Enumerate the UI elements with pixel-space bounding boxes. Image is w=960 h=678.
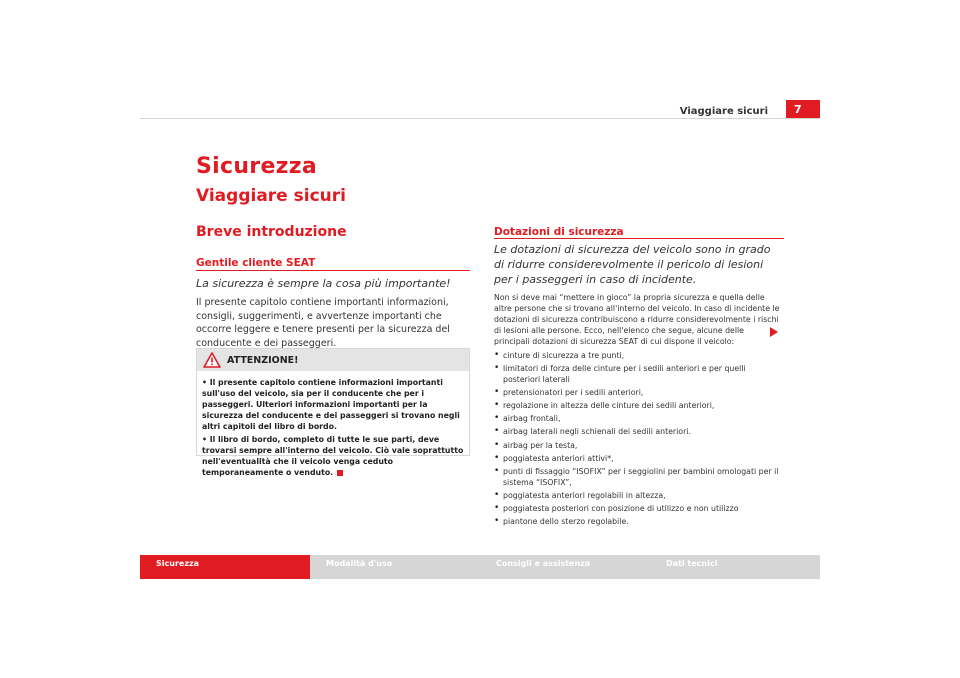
footer-tab-dati-tecnici[interactable]: Dati tecnici [666,559,718,568]
list-item: • poggiatesta posteriori con posizione di utilizzo e non utilizzo [494,503,784,514]
header-divider [140,118,820,119]
next-page-arrow-icon[interactable] [770,327,778,337]
right-lead-text: Le dotazioni di sicurezza del veicolo sono in grado di ridurre considerevolmente il pericolo di lesioni per i passeggeri in caso di incidente. [494,243,771,286]
left-lead-text: La sicurezza è sempre la cosa più importante! [196,277,451,290]
warning-header [197,349,469,371]
left-subheading-rule [196,270,470,271]
warning-item: • Il libro di bordo, completo di tutte le sue parti, deve trovarsi sempre all'interno del veicolo. Ciò vale soprattutto nell'eventualità che il veicolo venga ceduto temporaneamente o venduto. [202,435,464,477]
warning-body [202,377,468,480]
list-item: • airbag laterali negli schienali dei sedili anteriori. [494,426,784,437]
footer-tab-modalita-uso[interactable]: Modalità d'uso [326,559,393,568]
warning-title: ATTENZIONE! [227,355,299,366]
footer-nav [140,555,820,579]
list-item: • cinture di sicurezza a tre punti, [494,350,784,361]
list-item: • piantone dello sterzo regolabile. [494,516,784,527]
left-subheading: Gentile cliente SEAT [196,257,316,269]
list-item: • limitatori di forza delle cinture per i sedili anteriori e per quelli posteriori laterali [494,363,784,385]
list-item: • regolazione in altezza delle cinture dei sedili anteriori, [494,400,784,411]
list-item: • airbag per la testa, [494,440,784,451]
warning-triangle-icon [203,352,221,368]
chapter-title: Sicurezza [196,154,318,179]
right-body-text: Non si deve mai “mettere in gioco” la propria sicurezza e quella delle altre persone che si trovano all'interno del veicolo. In caso di incidente le dotazioni di sicurezza contribuiscono a ridurre considerevolmente i rischi di lesioni alle persone. Ecco, nell'elenco che segue, alcune delle principali dotazioni di sicurezza SEAT di cui dispone il veicolo: [494,293,780,346]
footer-tab-consigli-assistenza[interactable]: Consigli e assistenza [496,559,591,568]
subsection-title: Breve introduzione [196,224,347,240]
list-item: • airbag frontali, [494,413,784,424]
list-item: • pretensionatori per i sedili anteriori, [494,387,784,398]
list-item: • poggiatesta anteriori regolabili in altezza, [494,490,784,501]
page-header [140,100,820,120]
safety-equipment-list [494,350,784,529]
left-body-text: Il presente capitolo contiene importanti informazioni, consigli, suggerimenti, e avvertenze importanti che occorre leggere e tenere presenti per la sicurezza del conducente e dei passeggeri. [196,297,450,349]
page-number-badge: 7 [786,100,820,119]
right-subheading-rule [494,238,784,239]
warning-box [196,348,470,477]
end-of-section-marker [337,470,343,476]
right-subheading: Dotazioni di sicurezza [494,226,624,238]
section-title: Viaggiare sicuri [196,186,346,206]
list-item: • poggiatesta anteriori attivi*, [494,453,784,464]
warning-item: • Il presente capitolo contiene informazioni importanti sull'uso del veicolo, sia per il conducente che per i passeggeri. Ulteriori informazioni importanti per la sicurezza del conducente e dei passeggeri si trovano negli altri capitoli del libro di bordo. [202,378,460,431]
running-header-title: Viaggiare sicuri [679,106,768,117]
list-item: • punti di fissaggio “ISOFIX” per i seggiolini per bambini omologati per il sistema “ISOFIX”, [494,466,784,488]
footer-tab-sicurezza[interactable]: Sicurezza [140,555,310,579]
